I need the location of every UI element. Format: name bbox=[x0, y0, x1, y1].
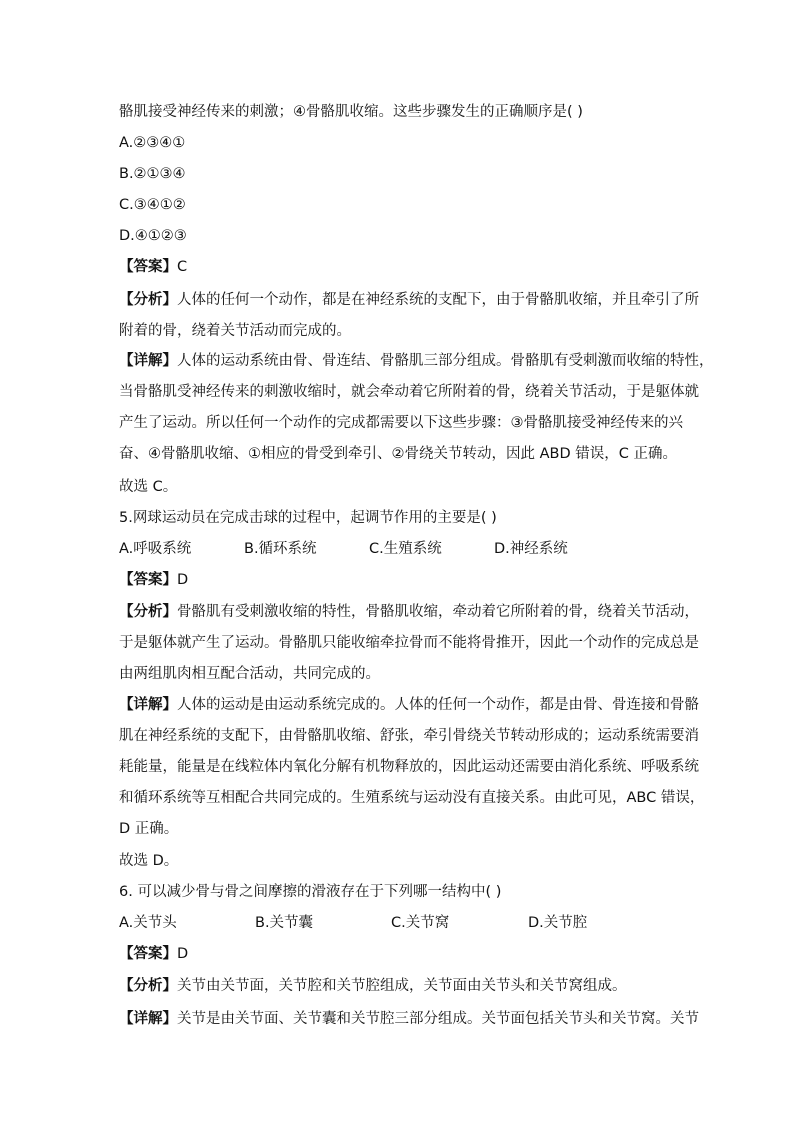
analysis-tag: 【分析】 bbox=[119, 604, 177, 620]
q5-analysis-line-2: 于是躯体就产生了运动。骨骼肌只能收缩牵拉骨而不能将骨推开，因此一个动作的完成总是 bbox=[119, 635, 699, 651]
answer-tag: 【答案】 bbox=[119, 946, 177, 962]
q5-detail-line-4: 和循环系统等互相配合共同完成的。生殖系统与运动没有直接关系。由此可见，ABC 错误， bbox=[119, 790, 705, 806]
q4-option-c: C.③④①② bbox=[119, 197, 186, 213]
q5-detail-line-2: 肌在神经系统的支配下，由骨骼肌收缩、舒张，牵引骨绕关节转动形成的；运动系统需要消 bbox=[119, 728, 699, 744]
q4-option-d: D.④①②③ bbox=[119, 228, 187, 244]
detail-tag: 【详解】 bbox=[119, 353, 177, 369]
q4-detail-line-1 bbox=[119, 351, 714, 371]
q4-detail-line-2: 当骨骼肌受神经传来的刺激收缩时，就会牵动着它所附着的骨，绕着关节活动，于是躯体就 bbox=[119, 384, 699, 400]
q5-option-b: B.循环系统 bbox=[244, 541, 317, 557]
q6-answer bbox=[119, 944, 188, 964]
q5-detail-line-5: D 正确。 bbox=[119, 821, 179, 837]
q4-answer bbox=[119, 257, 187, 277]
q5-detail-line-3: 耗能量，能量是在线粒体内氧化分解有机物释放的，因此运动还需要由消化系统、呼吸系统 bbox=[119, 759, 699, 775]
q4-conclusion: 故选 C。 bbox=[119, 479, 178, 495]
q6-option-a: A.关节头 bbox=[119, 915, 177, 931]
q5-analysis-line-1 bbox=[119, 602, 699, 622]
q4-analysis-text-1: 人体的任何一个动作，都是在神经系统的支配下，由于骨骼肌收缩，并且牵引了所 bbox=[177, 292, 699, 308]
q5-option-c: C.生殖系统 bbox=[369, 541, 442, 557]
q5-conclusion: 故选 D。 bbox=[119, 853, 179, 869]
analysis-tag: 【分析】 bbox=[119, 978, 177, 994]
detail-tag: 【详解】 bbox=[119, 697, 177, 713]
q5-stem: 5.网球运动员在完成击球的过程中，起调节作用的主要是( ) bbox=[119, 510, 497, 526]
answer-tag: 【答案】 bbox=[119, 572, 177, 588]
q6-option-b: B.关节囊 bbox=[255, 915, 314, 931]
q6-detail-text-1: 关节是由关节面、关节囊和关节腔三部分组成。关节面包括关节头和关节窝。关节 bbox=[177, 1011, 699, 1027]
q5-option-a: A.呼吸系统 bbox=[119, 541, 192, 557]
q5-answer bbox=[119, 570, 188, 590]
q4-detail-text-1: 人体的运动系统由骨、骨连结、骨骼肌三部分组成。骨骼肌有受刺激而收缩的特性， bbox=[177, 353, 714, 369]
q4-analysis-line-2: 附着的骨，绕着关节活动而完成的。 bbox=[119, 323, 351, 339]
q4-option-b: B.②①③④ bbox=[119, 166, 186, 182]
q5-analysis-text-1: 骨骼肌有受刺激收缩的特性，骨骼肌收缩，牵动着它所附着的骨，绕着关节活动， bbox=[177, 604, 699, 620]
q4-detail-line-3: 产生了运动。所以任何一个动作的完成都需要以下这些步骤：③骨骼肌接受神经传来的兴 bbox=[119, 415, 683, 431]
answer-tag: 【答案】 bbox=[119, 259, 177, 275]
q4-analysis-line-1 bbox=[119, 290, 699, 310]
q5-detail-line-1 bbox=[119, 695, 699, 715]
q6-analysis-text-1: 关节由关节面，关节腔和关节腔组成，关节面由关节头和关节窝组成。 bbox=[177, 978, 627, 994]
q4-detail-line-4: 奋、④骨骼肌收缩、①相应的骨受到牵引、②骨绕关节转动，因此 ABD 错误，C 正确。 bbox=[119, 446, 677, 462]
q5-detail-text-1: 人体的运动是由运动系统完成的。人体的任何一个动作，都是由骨、骨连接和骨骼 bbox=[177, 697, 699, 713]
q6-option-c: C.关节窝 bbox=[391, 915, 450, 931]
q5-option-d: D.神经系统 bbox=[494, 541, 568, 557]
q5-answer-value: D bbox=[177, 572, 189, 588]
q6-option-d: D.关节腔 bbox=[528, 915, 588, 931]
q6-answer-value: D bbox=[177, 946, 189, 962]
q4-stem-tail: 骼肌接受神经传来的刺激；④骨骼肌收缩。这些步骤发生的正确顺序是( ) bbox=[119, 104, 583, 120]
q6-analysis-line-1 bbox=[119, 976, 627, 996]
analysis-tag: 【分析】 bbox=[119, 292, 177, 308]
detail-tag: 【详解】 bbox=[119, 1011, 177, 1027]
q6-stem: 6. 可以减少骨与骨之间摩擦的滑液存在于下列哪一结构中( ) bbox=[119, 884, 502, 900]
q4-answer-value: C bbox=[177, 259, 188, 275]
q5-analysis-line-3: 由两组肌肉相互配合活动，共同完成的。 bbox=[119, 666, 380, 682]
q6-detail-line-1 bbox=[119, 1009, 699, 1029]
q4-option-a: A.②③④① bbox=[119, 135, 186, 151]
